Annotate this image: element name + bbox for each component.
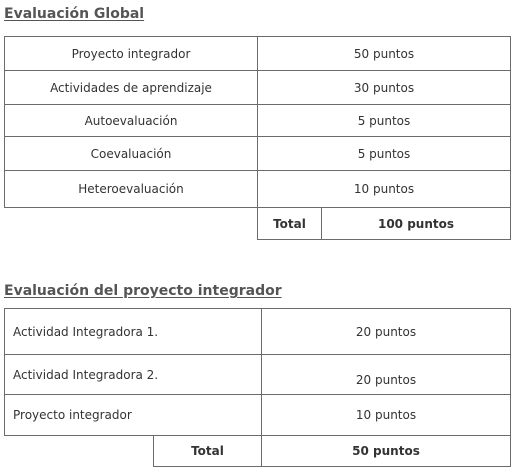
evaluacion-proyecto-heading: Evaluación del proyecto integrador	[4, 283, 282, 299]
evaluacion-global-total	[257, 207, 511, 240]
evaluacion-global-heading: Evaluación Global	[4, 6, 145, 22]
criterion-label: Actividad Integradora 1.	[5, 309, 262, 355]
criterion-points: 30 puntos	[258, 71, 511, 105]
criterion-label: Proyecto integrador	[5, 395, 262, 436]
criterion-points: 5 puntos	[258, 105, 511, 137]
criterion-points: 20 puntos	[262, 309, 511, 355]
table-row	[5, 137, 511, 171]
evaluacion-global-table	[4, 36, 511, 208]
total-value: 100 puntos	[322, 208, 511, 240]
criterion-points: 10 puntos	[258, 171, 511, 208]
total-row	[258, 208, 511, 240]
total-label: Total	[154, 436, 262, 467]
criterion-label: Coevaluación	[5, 137, 258, 171]
table-row	[5, 105, 511, 137]
criterion-label: Autoevaluación	[5, 105, 258, 137]
evaluacion-proyecto-table	[4, 308, 511, 436]
criterion-points: 50 puntos	[258, 37, 511, 71]
total-row	[154, 436, 511, 467]
total-value: 50 puntos	[262, 436, 511, 467]
criterion-points: 10 puntos	[262, 395, 511, 436]
criterion-label: Actividades de aprendizaje	[5, 71, 258, 105]
table-row	[5, 37, 511, 71]
evaluacion-proyecto-total	[153, 435, 511, 467]
table-row	[5, 309, 511, 355]
total-label: Total	[258, 208, 322, 240]
criterion-points: 5 puntos	[258, 137, 511, 171]
table-row	[5, 71, 511, 105]
criterion-points: 20 puntos	[262, 355, 511, 395]
criterion-label: Heteroevaluación	[5, 171, 258, 208]
table-row	[5, 171, 511, 208]
table-row	[5, 395, 511, 436]
table-row	[5, 355, 511, 395]
criterion-label: Proyecto integrador	[5, 37, 258, 71]
criterion-label: Actividad Integradora 2.	[5, 355, 262, 395]
